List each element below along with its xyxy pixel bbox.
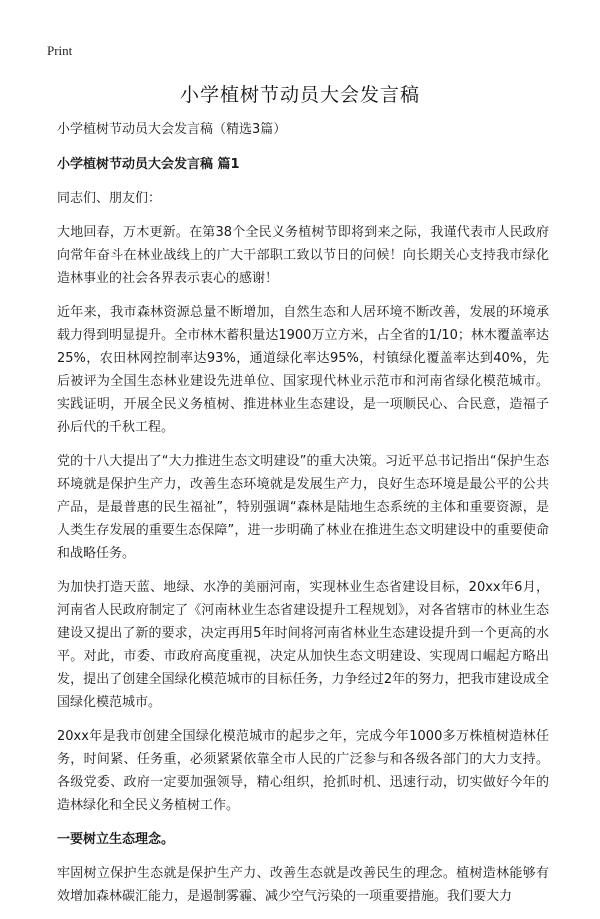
print-link[interactable]: Print — [47, 43, 73, 58]
greeting: 同志们、朋友们： — [57, 191, 162, 206]
paragraph-4: 为加快打造天蓝、地绿、水净的美丽河南，实现林业生态省建设目标，20xx年6月，河南省人民政府制定了《河南林业生态省建设提升工程规划》，对各省辖市的林业生态建设又提出了新的要求，决定再用5年时间将河南省林业生态建设提升到一个更高的水平。对此，市委、市政府高度重视，决定从加快生态文明建设、实现周口崛起方略出发，提出了创建全国绿化模范城市的目标任务，力争经过2年的努力，把我市建设成全国绿化模范城市。 — [57, 580, 549, 710]
paragraph-1: 大地回春，万木更新。在第38个全民义务植树节即将到来之际，我谨代表市人民政府向常年奋斗在林业战线上的广大干部职工致以节日的问候！向长期关心支持我市绿化造林事业的社会各界表示衷心的感谢！ — [57, 225, 549, 286]
paragraph-3: 党的十八大提出了“大力推进生态文明建设”的重大决策。习近平总书记指出“保护生态环境就是保护生产力，改善生态环境就是发展生产力，良好生态环境是最公平的公共产品，是最普惠的民生福祉”，特别强调“森林是陆地生态系统的主体和重要资源，是人类生存发展的重要生态保障”，进一步明确了林业在推进生态文明建设中的重要使命和战略任务。 — [57, 454, 549, 561]
document-subtitle: 小学植树节动员大会发言稿（精选3篇） — [57, 122, 287, 137]
paragraph-6: 牢固树立保护生态就是保护生产力、改善生态就是改善民生的理念。植树造林能够有效增加森林碳汇能力，是遏制雾霾、减少空气污染的一项重要措施。我们要大力 — [57, 866, 549, 904]
document-body — [57, 118, 549, 919]
page-title: 小学植树节动员大会发言稿 — [179, 84, 420, 106]
section-heading: 小学植树节动员大会发言稿 篇1 — [57, 157, 240, 172]
paragraph-5: 20xx年是我市创建全国绿化模范城市的起步之年，完成今年1000多万株植树造林任务，时间紧、任务重，必须紧紧依靠全市人民的广泛参与和各级各部门的大力支持。各级党委、政府一定要加强领导，精心组织，抢抓时机、迅速行动，切实做好今年的造林绿化和全民义务植树工作。 — [57, 729, 549, 813]
sub-heading: 一要树立生态理念。 — [57, 832, 175, 847]
paragraph-2: 近年来，我市森林资源总量不断增加，自然生态和人居环境不断改善，发展的环境承载力得到明显提升。全市林木蓄积量达1900万立方米，占全省的1/10；林木覆盖率达25%，农田林网控制率达93%，通道绿化率达95%，村镇绿化覆盖率达到40%，先后被评为全国生态林业建设先进单位、国家现代林业示范市和河南省绿化模范城市。实践证明，开展全民义务植树、推进林业生态建设，是一项顺民心、合民意，造福子孙后代的千秋工程。 — [57, 305, 549, 435]
